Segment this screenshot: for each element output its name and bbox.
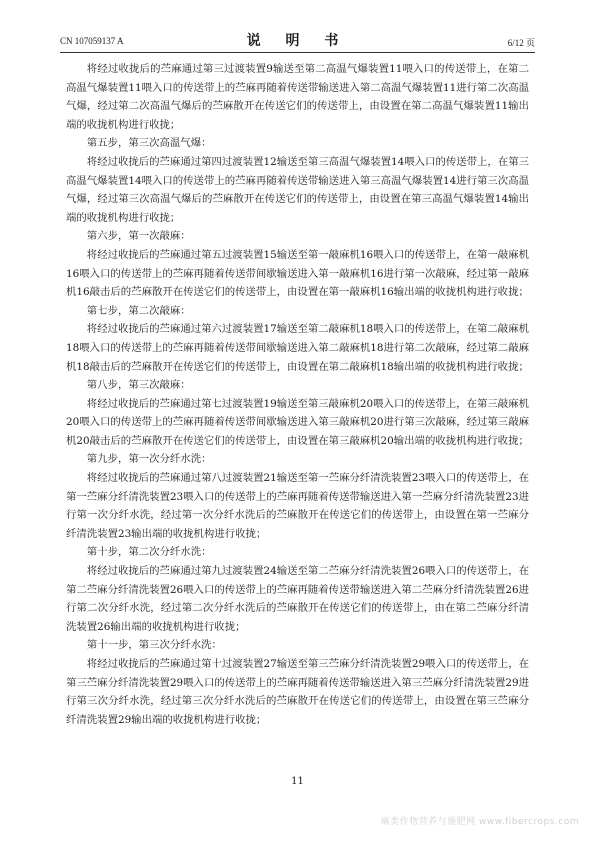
step-heading: 第十一步，第三次分纤水洗：	[86, 639, 222, 652]
watermark-text: 麻类作物营养与施肥网 www.fibercrops.com	[380, 817, 579, 827]
page-number: 11	[291, 776, 304, 787]
document-title: 说 明 书	[246, 33, 349, 49]
body-paragraph: 将经过收拢后的苎麻通过第三过渡装置9输送至第二高温气爆装置11喂入口的传送带上，在第二高温气爆装置11喂入口的传送带上的苎麻再随着传送带输送进入第二高温气爆装置11进行第二次高温气爆，经过第二次高温气爆后的苎麻散开在传送它们的传送带上，由设置在第二高温气爆装置11输出端的收拢机构进行收拢；	[66, 63, 529, 131]
step-heading: 第九步，第一次分纤水洗：	[86, 453, 212, 466]
step-heading: 第八步，第三次敲麻：	[86, 379, 191, 392]
body-paragraph: 将经过收拢后的苎麻通过第八过渡装置21输送至第一苎麻分纤清洗装置23喂入口的传送带上，在第一苎麻分纤清洗装置23喂入口的传送带上的苎麻再随着传送带输送进入第一苎麻分纤清洗装置23进行第一次分纤水洗，经过第一次分纤水洗后的苎麻散开在传送它们的传送带上，由设置在第一苎麻分纤清洗装置23输出端的收拢机构进行收拢；	[66, 472, 529, 540]
header-rule	[60, 52, 535, 53]
body-paragraph: 将经过收拢后的苎麻通过第四过渡装置12输送至第三高温气爆装置14喂入口的传送带上，在第三高温气爆装置14喂入口的传送带上的苎麻再随着传送带输送进入第三高温气爆装置14进行第三次高温气爆，经过第三次高温气爆后的苎麻散开在传送它们的传送带上，由设置在第三高温气爆装置14输出端的收拢机构进行收拢；	[66, 155, 529, 224]
document-body	[66, 60, 529, 729]
body-paragraph: 将经过收拢后的苎麻通过第六过渡装置17输送至第二敲麻机18喂入口的传送带上，在第二敲麻机18喂入口的传送带上的苎麻再随着传送带间歇输送进入第二敲麻机18进行第二次敲麻，经过第二敲麻机18敲击后的苎麻散开在传送它们的传送带上，由设置在第二敲麻机18输出端的收拢机构进行收拢；	[66, 323, 529, 373]
body-paragraph: 将经过收拢后的苎麻通过第九过渡装置24输送至第二苎麻分纤清洗装置26喂入口的传送带上，在第二苎麻分纤清洗装置26喂入口的传送带上的苎麻再随着传送带输送进入第二苎麻分纤清洗装置26进行第二次分纤水洗，经过第二次分纤水洗后的苎麻散开在传送它们的传送带上，由在第二苎麻分纤清洗装置26输出端的收拢机构进行收拢；	[66, 565, 529, 633]
step-heading: 第五步，第三次高温气爆：	[86, 137, 212, 150]
step-heading: 第七步，第二次敲麻：	[86, 304, 191, 317]
body-paragraph: 将经过收拢后的苎麻通过第七过渡装置19输送至第三敲麻机20喂入口的传送带上，在第三敲麻机20喂入口的传送带上的苎麻再随着传送带间歇输送进入第三敲麻机20进行第三次敲麻，经过第三敲麻机20敲击后的苎麻散开在传送它们的传送带上，由设置在第三敲麻机20输出端的收拢机构进行收拢；	[66, 397, 529, 447]
step-heading: 第六步，第一次敲麻：	[86, 230, 191, 243]
page-header	[60, 28, 535, 52]
step-heading: 第十步，第二次分纤水洗：	[86, 546, 212, 559]
body-paragraph: 将经过收拢后的苎麻通过第十过渡装置27输送至第三苎麻分纤清洗装置29喂入口的传送带上，在第三苎麻分纤清洗装置29喂入口的传送带上的苎麻再随着传送带输送进入第三苎麻分纤清洗装置29进行第三次分纤水洗，经过第三次分纤水洗后的苎麻散开在传送它们的传送带上，由设置在第三苎麻分纤清洗装置29输出端的收拢机构进行收拢；	[66, 658, 529, 726]
document-number: CN 107059137 A	[60, 36, 124, 46]
page-indicator: 6/12 页	[507, 38, 535, 48]
body-paragraph: 将经过收拢后的苎麻通过第五过渡装置15输送至第一敲麻机16喂入口的传送带上，在第一敲麻机16喂入口的传送带上的苎麻再随着传送带间歇输送进入第一敲麻机16进行第一次敲麻，经过第一敲麻机16敲击后的苎麻散开在传送它们的传送带上，由设置在第一敲麻机16输出端的收拢机构进行收拢；	[66, 248, 529, 299]
